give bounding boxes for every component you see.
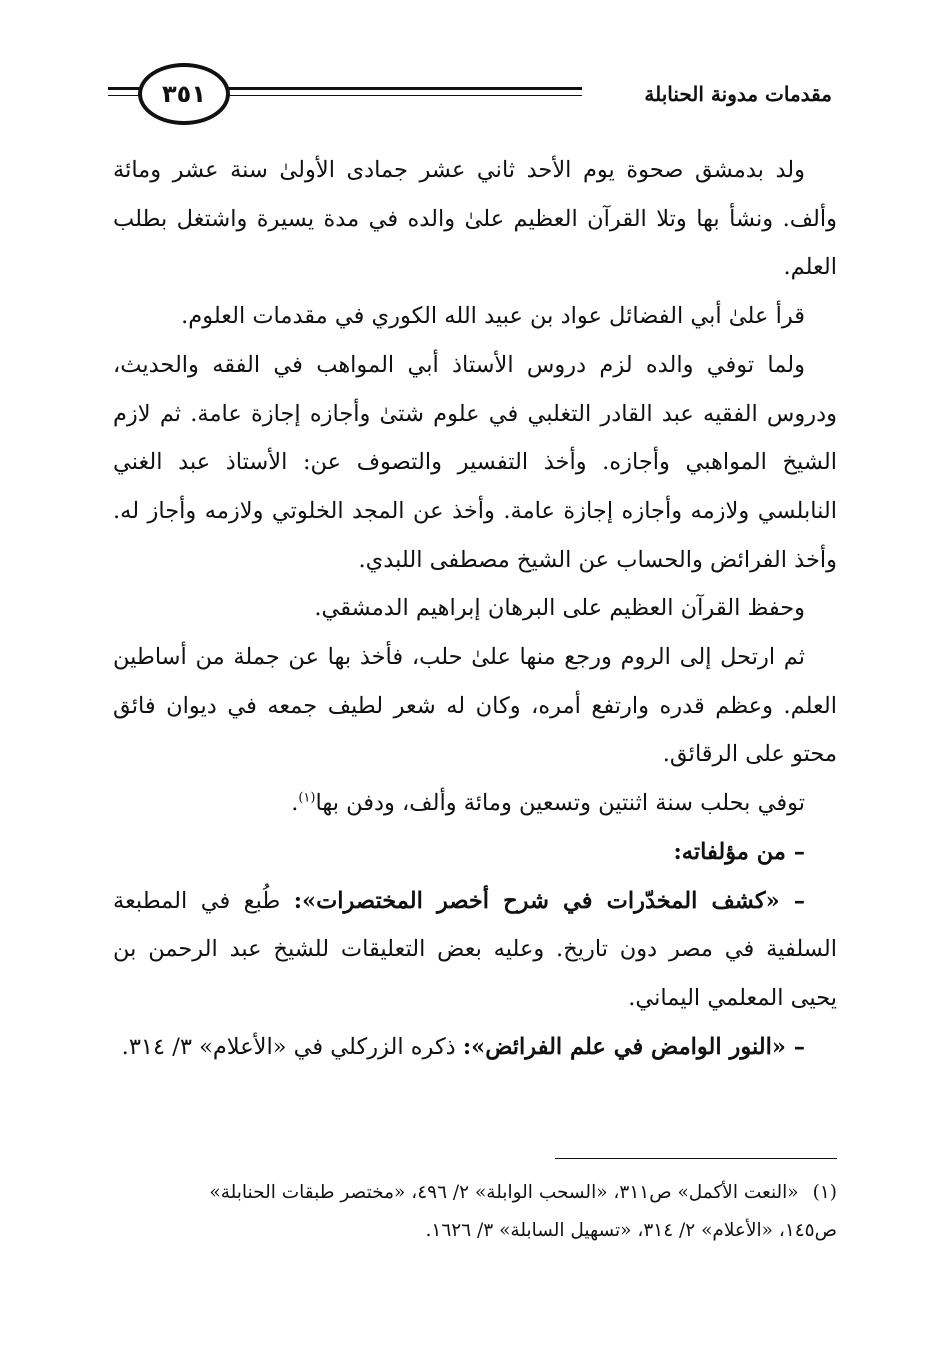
work-title-nur: – «النور الوامض في علم الفرائض»: (462, 1033, 805, 1060)
header-rule-middle-bottom (226, 95, 582, 96)
page-number-ring (138, 63, 230, 125)
running-header (108, 60, 832, 130)
death-text-end: . (291, 790, 299, 817)
header-rule-left-bottom (108, 95, 142, 96)
header-rule-middle-top (226, 87, 582, 90)
paragraph-travel: ثم ارتحل إلى الروم ورجع منها علىٰ حلب، فأخذ بها عن جملة من أساطين العلم. وعظم قدره وارتفع أمره، وكان له شعر لطيف جمعه في ديوان فائق محتو على الرقائق. (113, 644, 837, 768)
footnote-text-line-1: «النعت الأكمل» ص٣١١، «السحب الوابلة» ٢/ ٤٩٦، «مختصر طبقات الحنابلة» (209, 1182, 799, 1203)
paragraph-teachers: قرأ علىٰ أبي الفضائل عواد بن عبيد الله الكوري في مقدمات العلوم. (181, 303, 805, 330)
footnotes (113, 1174, 837, 1250)
work-item-nur (113, 1023, 837, 1072)
footnote-text-line-2: ص١٤٥، «الأعلام» ٢/ ٣١٤، «تسهيل السابلة» ٣/ ١٦٢٦. (425, 1220, 837, 1241)
work-item-kashf (113, 877, 837, 1023)
page-number: ٣٥١ (162, 80, 206, 108)
footnote-mark: (١) (812, 1182, 837, 1203)
paragraph-death (113, 779, 837, 828)
work-description-kashf: طُبع في المطبعة السلفية في مصر دون تاريخ. وعليه بعض التعليقات للشيخ عبد الرحمن بن يحيى المعلمي اليماني. (113, 887, 837, 1011)
footnote-reference[interactable]: (١) (298, 790, 316, 806)
header-rule-left-top (108, 87, 142, 90)
works-heading: – من مؤلفاته: (673, 838, 805, 865)
paragraph-birth: ولد بدمشق صحوة يوم الأحد ثاني عشر جمادى الأولىٰ سنة عشر ومائة وألف. ونشأ بها وتلا القرآن العظيم علىٰ والده في مدة يسيرة واشتغل بطلب العلم. (113, 157, 837, 281)
footnote-separator (555, 1158, 837, 1159)
work-description-nur: ذكره الزركلي في «الأعلام» ٣/ ٣١٤. (121, 1033, 463, 1060)
footnote-item (113, 1174, 837, 1212)
header-title: مقدمات مدونة الحنابلة (644, 82, 832, 106)
main-text (113, 146, 837, 1071)
death-text: توفي بحلب سنة اثنتين وتسعين ومائة وألف، ودفن بها (315, 790, 805, 817)
paragraph-studies: ولما توفي والده لزم دروس الأستاذ أبي المواهب في الفقه والحديث، ودروس الفقيه عبد القادر التغلبي في علوم شتىٰ وأجازه إجازة عامة. ثم لازم الشيخ المواهبي وأجازه. وأخذ التفسير والتصوف عن: الأستاذ عبد الغني النابلسي ولازمه وأجازه إجازة عامة. وأخذ عن المجد الخلوتي ولازمه وأجاز له. وأخذ الفرائض والحساب عن الشيخ مصطفى اللبدي. (113, 351, 837, 573)
paragraph-quran: وحفظ القرآن العظيم على البرهان إبراهيم الدمشقي. (314, 595, 805, 622)
work-title-kashf: – «كشف المخدّرات في شرح أخصر المختصرات»: (293, 887, 805, 914)
footnote-continuation (113, 1212, 837, 1250)
